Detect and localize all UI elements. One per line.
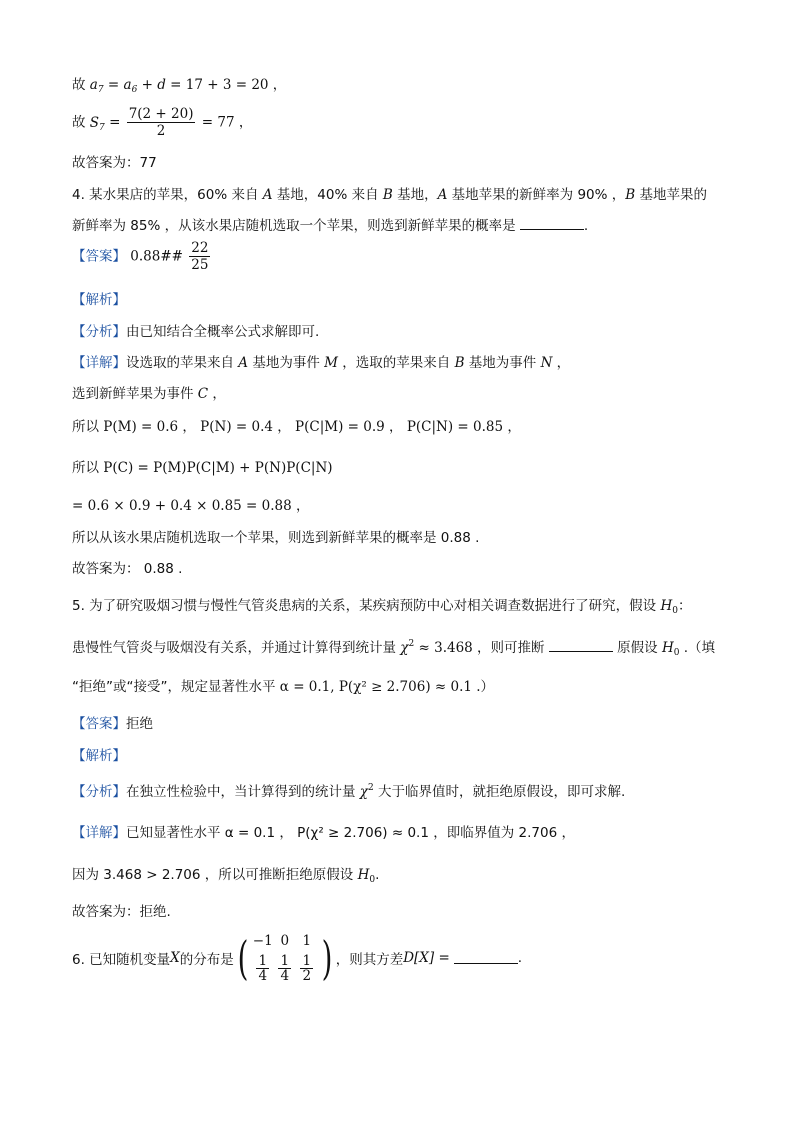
solution-line-a7 bbox=[72, 73, 286, 95]
math-B: B bbox=[382, 187, 393, 203]
math-A: A bbox=[238, 355, 249, 371]
math-chi: χ bbox=[359, 784, 368, 800]
math-s7: $S_7$ bbox=[89, 114, 105, 133]
matrix-cell: 1 bbox=[302, 933, 312, 949]
text: . bbox=[517, 949, 523, 966]
left-paren: ( bbox=[237, 930, 249, 985]
probabilities-line: 所以 P(M) = 0.6 ， P(N) = 0.4 ， P(C|M) = 0.9 ， P(C|N) = 0.85 ， bbox=[72, 419, 521, 435]
question-5-line-2 bbox=[72, 636, 715, 658]
math-A: A bbox=[262, 187, 273, 203]
matrix-cell bbox=[252, 954, 274, 983]
matrix-cell bbox=[296, 954, 318, 983]
text: ，则其方差 bbox=[335, 951, 404, 968]
fraction-s7 bbox=[127, 106, 196, 139]
answer-value: 拒绝 bbox=[126, 716, 153, 732]
answer-line-q3: 故答案为：77 bbox=[72, 155, 157, 171]
text: 基地，40% 来自 bbox=[272, 187, 383, 203]
math-subscript: 0 bbox=[369, 875, 376, 885]
xiangjie-tag: 【详解】 bbox=[72, 355, 126, 371]
because-line bbox=[72, 863, 379, 885]
text: 已知显著性水平 α = 0.1 ， P(χ² ≥ 2.706) ≈ 0.1 ，即临界值为 2.706 ， bbox=[126, 825, 575, 841]
math-eq: = bbox=[103, 77, 124, 93]
text: ≈ 3.468 ，则可推断 bbox=[414, 640, 545, 656]
text: 因为 3.468 > 2.706 ，所以可推断拒绝原假设 bbox=[72, 867, 358, 883]
math-subscript: 0 bbox=[672, 606, 678, 616]
fenxi-tag: 【分析】 bbox=[72, 784, 126, 800]
analysis-heading-q5: 【解析】 bbox=[72, 748, 126, 764]
calculation-line: = 0.6 × 0.9 + 0.4 × 0.85 = 0.88 ， bbox=[72, 498, 310, 514]
right-paren: ) bbox=[321, 930, 333, 985]
distribution-matrix bbox=[234, 932, 336, 983]
matrix-grid bbox=[252, 932, 318, 983]
text: 的分布是 bbox=[179, 951, 234, 968]
text-gu: 故 bbox=[72, 77, 86, 93]
xiangjie-tag: 【详解】 bbox=[72, 825, 126, 841]
text: .（填 bbox=[679, 640, 716, 656]
math-C: C bbox=[197, 386, 209, 402]
final-answer-q5: 故答案为：拒绝. bbox=[72, 904, 171, 920]
text: 由已知结合全概率公式求解即可. bbox=[126, 324, 320, 340]
math-result: = 17 + 3 = 20 ， bbox=[170, 77, 287, 93]
math-superscript: 2 bbox=[367, 783, 374, 793]
text-gu: 故 bbox=[72, 114, 86, 131]
math-B: B bbox=[454, 355, 465, 371]
text: 基地苹果的新鲜率为 90% ， bbox=[447, 187, 626, 203]
math-subscript: 0 bbox=[673, 648, 680, 658]
math-A: A bbox=[437, 187, 448, 203]
fraction-22-25 bbox=[189, 240, 210, 273]
solution-line-s7: 故 $S_7$ = $\frac{7(2 + 20)}{2}$ = 77 ， bbox=[72, 106, 253, 139]
math-a7: $a_7$ bbox=[89, 77, 104, 95]
question-5-line-1 bbox=[72, 594, 691, 616]
fraction-denominator: 4 bbox=[258, 968, 268, 984]
math-d: d bbox=[157, 77, 166, 93]
text: 选到新鲜苹果为事件 bbox=[72, 386, 198, 402]
question-4-line-2 bbox=[72, 214, 588, 234]
fraction-denominator: 25 bbox=[191, 257, 209, 273]
total-probability-line: 所以 P(C) = P(M)P(C|M) + P(N)P(C|N) bbox=[72, 460, 333, 476]
text: 4. 某水果店的苹果，60% 来自 bbox=[72, 187, 263, 203]
question-6-line bbox=[72, 932, 522, 983]
math-B: B bbox=[625, 187, 636, 203]
text: ： bbox=[677, 598, 692, 614]
fraction-denominator: 4 bbox=[280, 968, 290, 984]
fenxi-line-q4 bbox=[72, 320, 319, 340]
math-plus: + bbox=[137, 77, 158, 93]
answer-blank[interactable] bbox=[520, 217, 584, 230]
fraction-numerator: 7(2 + 20) bbox=[128, 106, 194, 122]
math-chi: χ bbox=[400, 640, 409, 656]
answer-tag: 【答案】 bbox=[72, 716, 126, 732]
matrix-cell: −1 bbox=[252, 933, 273, 949]
matrix-cell bbox=[274, 954, 296, 983]
text: . bbox=[583, 218, 589, 234]
text: 基地为事件 bbox=[248, 355, 325, 371]
question-4-line-1 bbox=[72, 183, 707, 203]
conclusion-line-q4: 所以从该水果店随机选取一个苹果，则选到新鲜苹果的概率是 0.88 . bbox=[72, 530, 480, 546]
text: 新鲜率为 85% ，从该水果店随机选取一个苹果，则选到新鲜苹果的概率是 bbox=[72, 218, 516, 234]
answer-line-q4 bbox=[72, 240, 212, 273]
answer-value: 0.88## bbox=[130, 248, 183, 265]
text: ，选取的苹果来自 bbox=[337, 355, 455, 371]
text: 原假设 bbox=[617, 640, 662, 656]
math-H: H bbox=[357, 867, 370, 883]
math-X: X bbox=[170, 949, 180, 966]
text: 基地苹果的 bbox=[635, 187, 707, 203]
text: ， bbox=[208, 386, 226, 402]
math-M: M bbox=[324, 355, 338, 371]
text: 患慢性气管炎与吸烟没有关系，并通过计算得到统计量 bbox=[72, 640, 401, 656]
answer-tag: 【答案】 bbox=[72, 248, 126, 265]
math-superscript: 2 bbox=[408, 639, 415, 649]
text: 5. 为了研究吸烟习惯与慢性气管炎患病的关系，某疾病预防中心对相关调查数据进行了研究，假设 bbox=[72, 598, 661, 614]
math-H: H bbox=[660, 598, 673, 614]
matrix-cell: 0 bbox=[280, 933, 290, 949]
xiangjie-line-q5 bbox=[72, 821, 575, 841]
answer-blank[interactable] bbox=[549, 639, 613, 652]
math-a6: $a_6$ bbox=[123, 77, 138, 95]
answer-blank[interactable] bbox=[454, 951, 518, 964]
text: 在独立性检验中，当计算得到的统计量 bbox=[126, 784, 360, 800]
fenxi-line-q5 bbox=[72, 780, 625, 800]
text: “拒绝”或“接受”，规定显著性水平 bbox=[72, 679, 280, 695]
xiangjie-line-q4 bbox=[72, 351, 570, 371]
fraction-numerator: 1 bbox=[280, 953, 290, 969]
text: . bbox=[375, 867, 380, 883]
text: 设选取的苹果来自 bbox=[126, 355, 239, 371]
fraction-numerator: 22 bbox=[191, 240, 209, 256]
text: 基地为事件 bbox=[464, 355, 541, 371]
math-variance: D[X] = bbox=[403, 949, 450, 966]
text: ， bbox=[552, 355, 571, 371]
fraction-denominator: 2 bbox=[302, 968, 312, 984]
math-N: N bbox=[540, 355, 553, 371]
question-5-line-3 bbox=[72, 675, 494, 695]
text: 大于临界值时，就拒绝原假设，即可求解. bbox=[373, 784, 626, 800]
math-H: H bbox=[661, 640, 674, 656]
fraction-denominator: 2 bbox=[156, 123, 166, 139]
text: 基地， bbox=[392, 187, 438, 203]
math-result: = 77 ， bbox=[201, 114, 253, 131]
fraction-numerator: 1 bbox=[302, 953, 312, 969]
text: 6. 已知随机变量 bbox=[72, 951, 171, 968]
math-significance: α = 0.1, P(χ² ≥ 2.706) ≈ 0.1 .） bbox=[279, 679, 495, 695]
fraction-numerator: 1 bbox=[258, 953, 268, 969]
answer-line-q5 bbox=[72, 712, 153, 732]
fenxi-tag: 【分析】 bbox=[72, 324, 126, 340]
final-answer-q4: 故答案为： 0.88 . bbox=[72, 561, 183, 577]
event-c-line bbox=[72, 382, 226, 402]
analysis-heading-q4: 【解析】 bbox=[72, 292, 126, 308]
